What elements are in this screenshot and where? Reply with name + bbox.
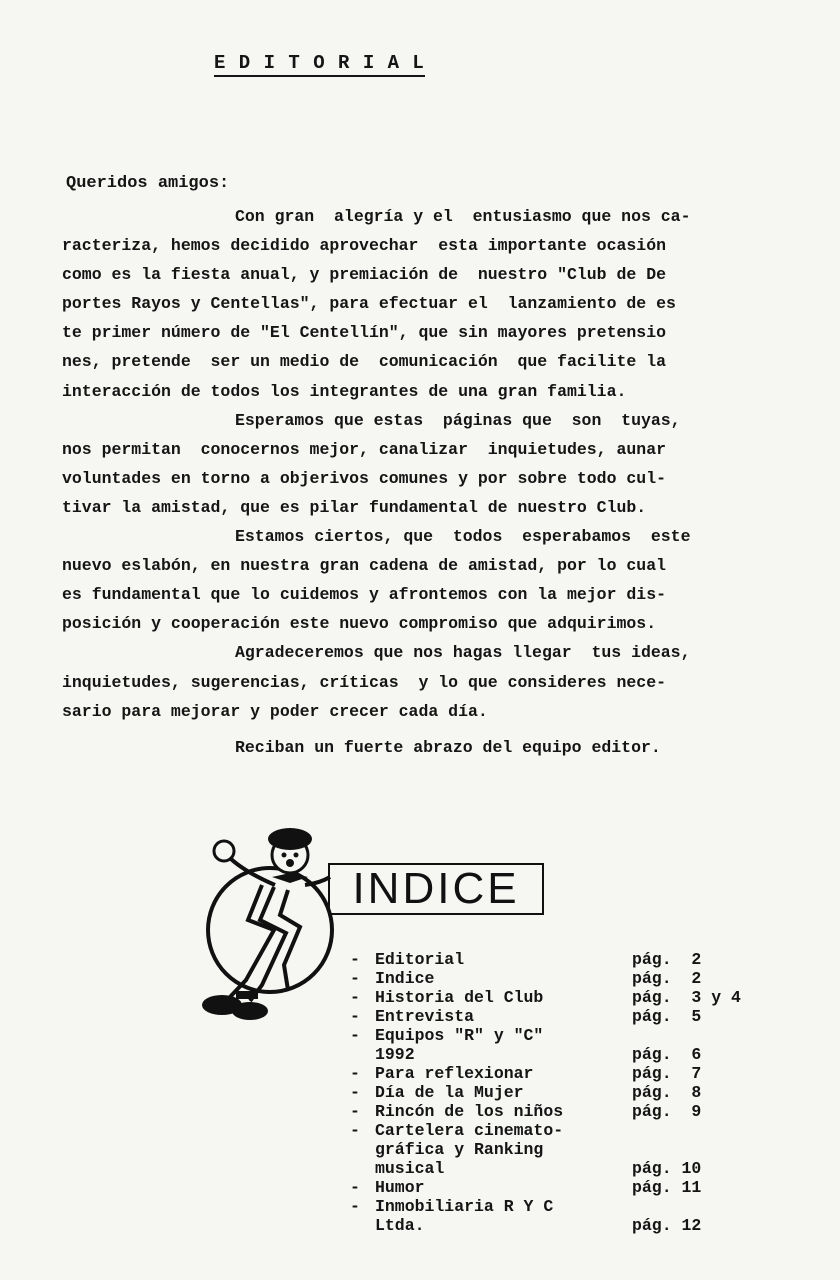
list-item: - Editorial pág. 2 [350,950,702,969]
text-line: sario para mejorar y poder crecer cada día. [62,701,488,721]
index-item-page: pág. 12 [632,1216,702,1235]
index-item-label: Cartelera cinemato- gráfica y Ranking musical [375,1121,564,1178]
text-line: voluntades en torno a objerivos comunes y por sobre todo cul- [62,468,666,488]
index-item-page: pág. 8 [632,1083,702,1102]
text-line: tivar la amistad, que es pilar fundamental de nuestro Club. [62,497,647,517]
list-item: - Equipos "R" y "C" 1992 pág. 6 [350,1026,702,1064]
text-line: Agradeceremos que nos hagas llegar tus ideas, [235,643,691,663]
text-line: posición y cooperación este nuevo compromiso que adquirimos. [62,614,657,634]
index-item-label: Día de la Mujer [375,1083,524,1102]
list-item: - Para reflexionar pág. 7 [350,1064,702,1083]
closing-line: Reciban un fuerte abrazo del equipo editor. [235,737,661,757]
index-item-page: pág. 7 [632,1064,702,1083]
list-item: - Historia del Club pág. 3 y 4 [350,988,741,1007]
text-line: nes, pretende ser un medio de comunicación que facilite la [62,352,666,372]
text-line: es fundamental que lo cuidemos y afrontemos con la mejor dis- [62,585,666,605]
list-item: - Cartelera cinemato- gráfica y Ranking musical pág. 10 [350,1121,702,1178]
index-item-label: Equipos "R" y "C" 1992 [375,1026,544,1064]
text-line: nos permitan conocernos mejor, canalizar inquietudes, aunar [62,439,666,459]
index-item-label: Rincón de los niños [375,1102,564,1121]
text-line: Con gran alegría y el entusiasmo que nos ca- [235,207,691,226]
index-item-label: Entrevista [375,1007,475,1026]
index-list [350,950,790,1235]
list-item: - Humor pág. 11 [350,1178,702,1197]
index-item-label: Editorial [375,950,465,969]
list-item: - Entrevista pág. 5 [350,1007,702,1026]
text-line: Esperamos que estas páginas que son tuyas, [235,410,681,430]
list-item: - Rincón de los niños pág. 9 [350,1102,702,1121]
editorial-body [62,202,774,762]
index-item-label: Indice [375,969,435,988]
index-item-label: Humor [375,1178,425,1197]
index-item-label: Para reflexionar [375,1064,534,1083]
list-item: - Indice pág. 2 [350,969,702,988]
text-line: interacción de todos los integrantes de una gran familia. [62,381,627,401]
text-line: portes Rayos y Centellas", para efectuar el lanzamiento de es [62,294,676,314]
index-item-label: Inmobiliaria R Y C Ltda. [375,1197,554,1235]
text-line: racteriza, hemos decidido aprovechar esta importante ocasión [62,236,666,256]
index-item-page: pág. 3 y 4 [632,988,741,1007]
index-item-page: pág. 10 [632,1159,702,1178]
index-item-page: pág. 11 [632,1178,702,1197]
list-item: - Día de la Mujer pág. 8 [350,1083,702,1102]
index-item-page: pág. 2 [632,950,702,969]
text-line: como es la fiesta anual, y premiación de nuestro "Club de De [62,265,666,285]
index-heading: INDICE [328,863,544,915]
index-item-page: pág. 2 [632,969,702,988]
text-line: inquietudes, sugerencias, críticas y lo que consideres nece- [62,672,666,692]
salutation: Queridos amigos: [66,174,230,193]
index-item-page: pág. 5 [632,1007,702,1026]
text-line: nuevo eslabón, en nuestra gran cadena de amistad, por lo cual [62,556,666,576]
text-line: te primer número de "El Centellín", que sin mayores pretensio [62,323,666,343]
list-item: - Inmobiliaria R Y C Ltda. pág. 12 [350,1197,702,1235]
text-line: Estamos ciertos, que todos esperabamos este [235,527,691,547]
index-item-page: pág. 6 [632,1045,702,1064]
page-title: E D I T O R I A L [214,52,425,77]
index-item-label: Historia del Club [375,988,544,1007]
index-item-page: pág. 9 [632,1102,702,1121]
